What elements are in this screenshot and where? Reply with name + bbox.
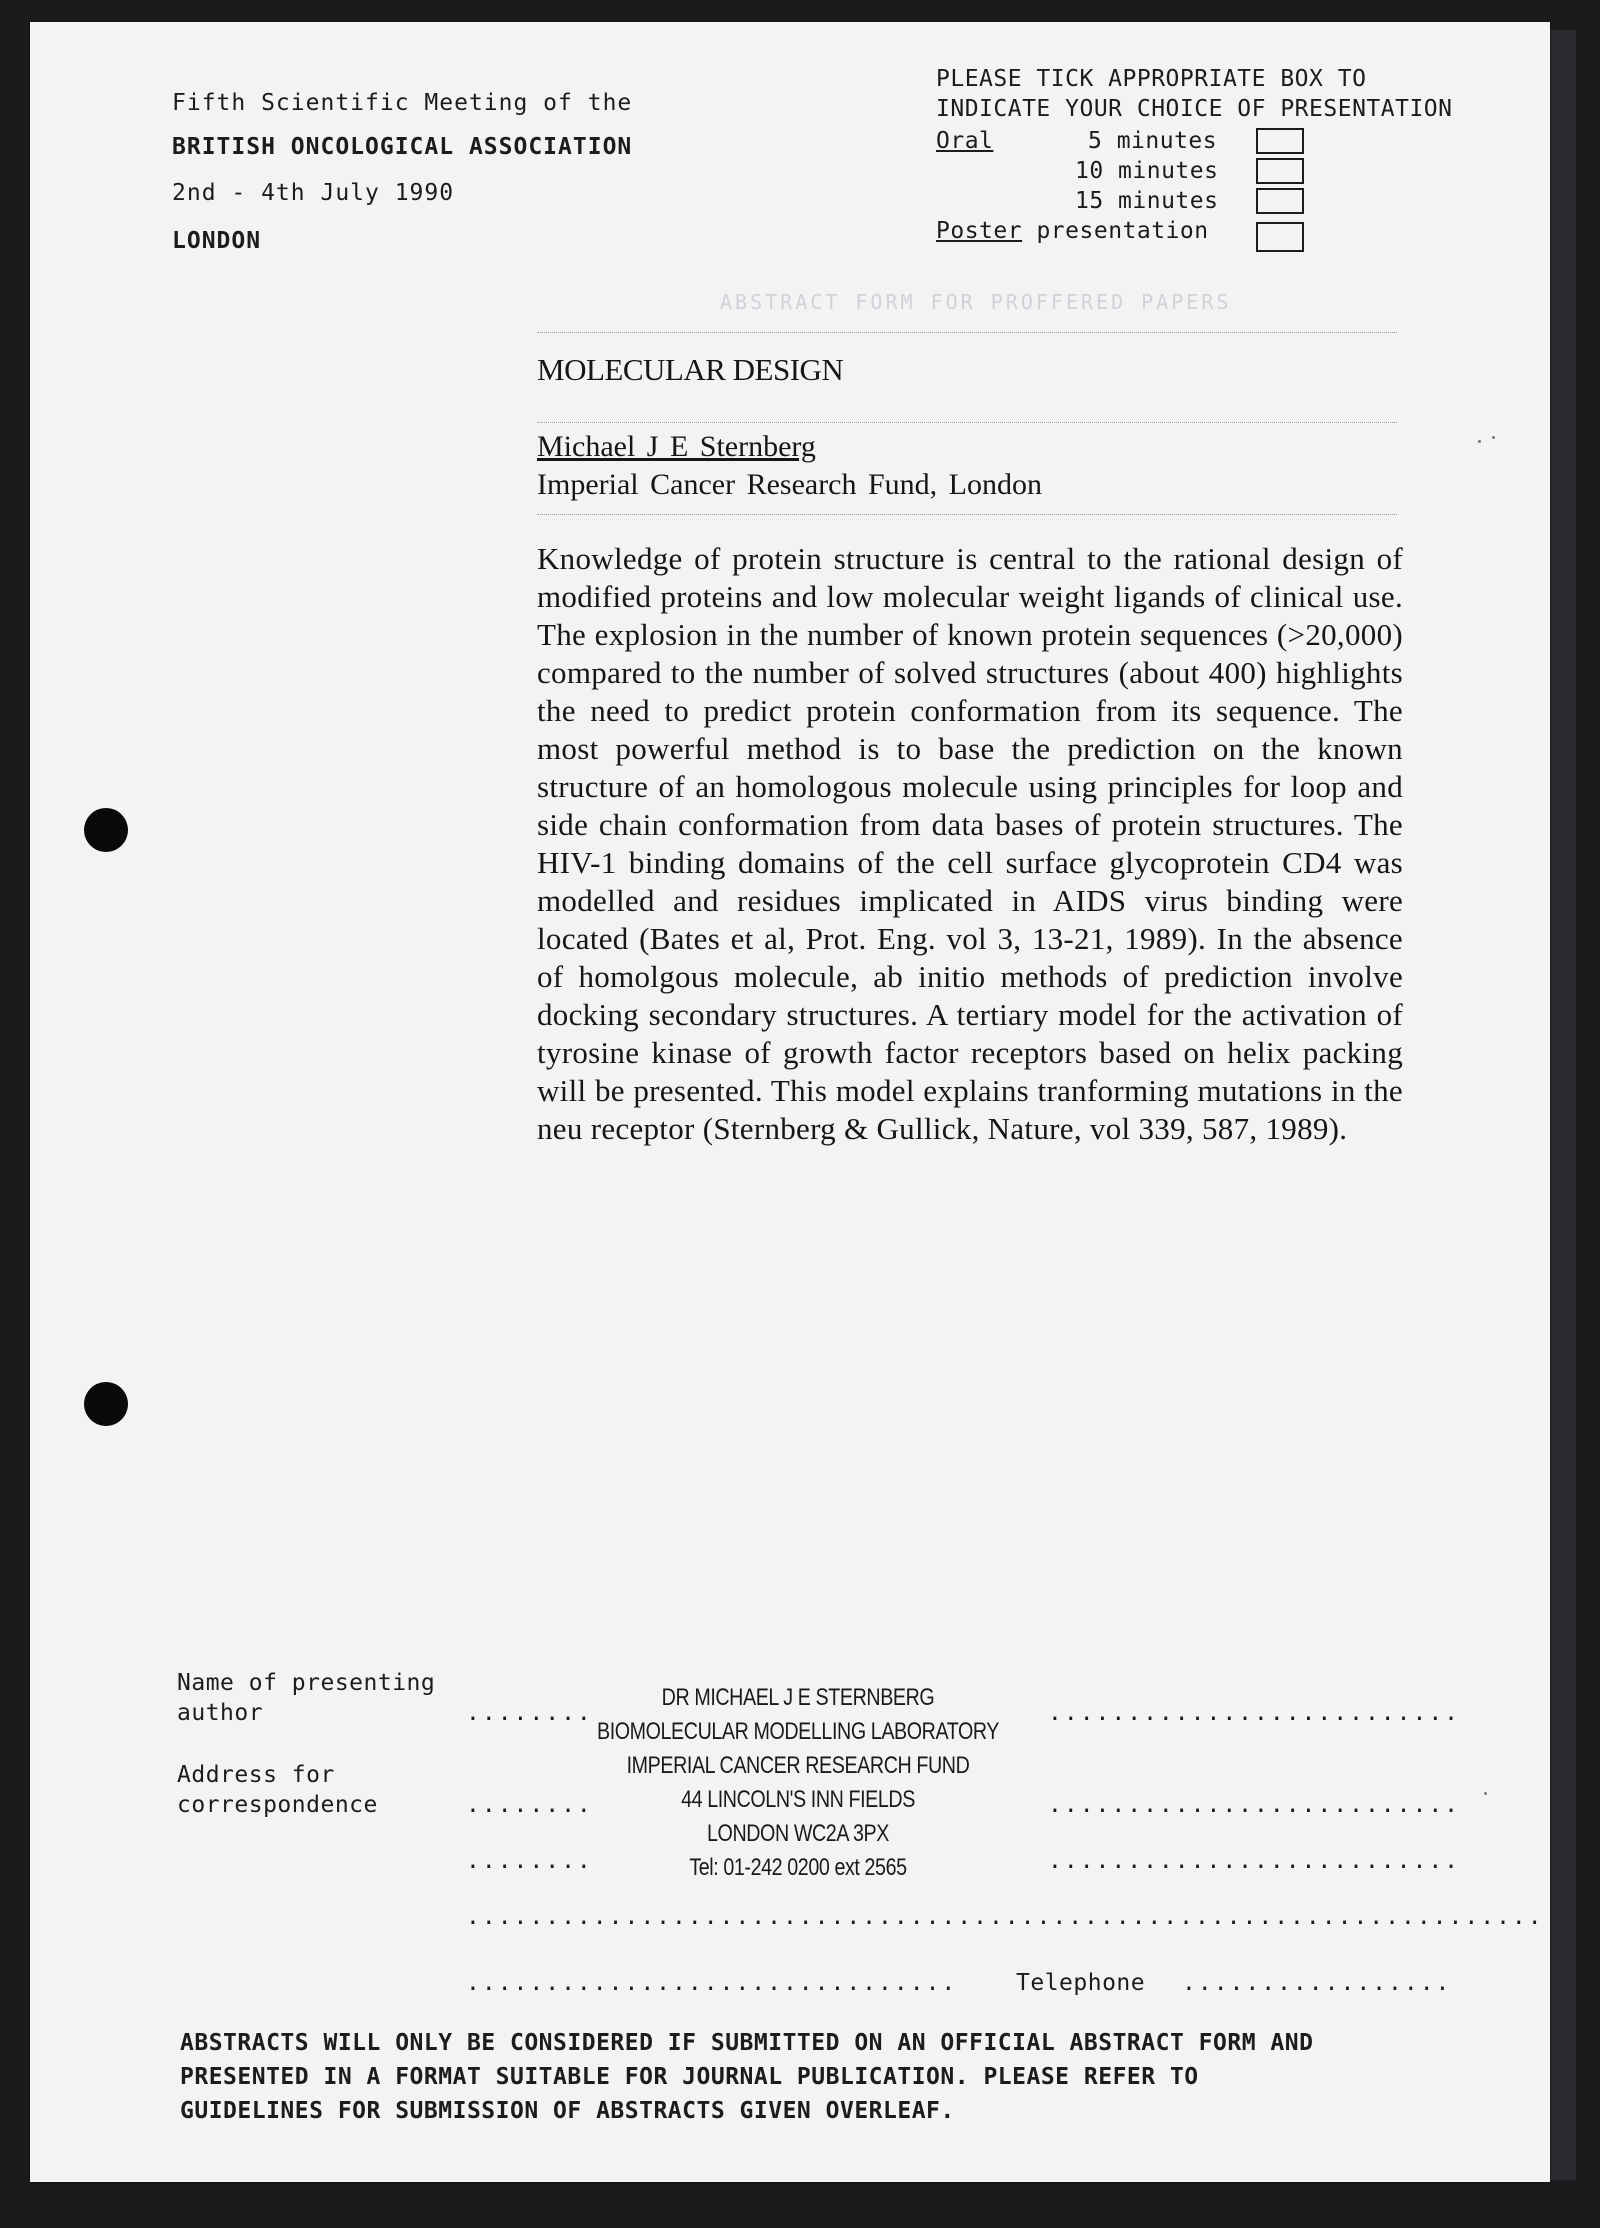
association-name: BRITISH ONCOLOGICAL ASSOCIATION xyxy=(172,134,633,160)
oral-5-min-checkbox[interactable] xyxy=(1256,128,1304,154)
speck xyxy=(1484,1792,1487,1795)
abstract-body: Knowledge of protein structure is central to the rational design of modified proteins and low molecular weight ligands of clinical use. The explosion in the number of known protein sequences (>20,000) compared to the number of solved structures (about 400) highlights the need to predict protein conformation from its sequence. The most powerful method is to base the prediction on the known structure of an homologous molecule using principles for loop and side chain conformation from data bases of protein structures. The HIV-1 binding domains of the cell surface glycoprotein CD4 was modelled and residues implicated in AIDS virus binding were located (Bates et al, Prot. Eng. vol 3, 13-21, 1989). In the absence of homolgous molecule, ab initio methods of prediction involve docking secondary structures. A tertiary model for the activation of tyrosine kinase of growth factor receptors based on helix packing will be presented. This model explains tranforming mutations in the neu receptor (Sternberg & Gullick, Nature, vol 339, 587, 1989). xyxy=(537,541,1403,1146)
address-dots-right-2: .......................... xyxy=(1048,1848,1461,1874)
poster-suffix: presentation xyxy=(1036,218,1209,244)
name-label-2: author xyxy=(177,1700,264,1726)
option-15-minutes-label: 15 minutes xyxy=(1075,188,1219,214)
abstract-title: MOLECULAR DESIGN xyxy=(537,352,844,387)
address-label-2: correspondence xyxy=(177,1792,378,1818)
stamp-line-1: DR MICHAEL J E STERNBERG xyxy=(661,1684,935,1711)
telephone-dots-left: ............................... xyxy=(466,1970,958,1996)
stamp-line-5: LONDON WC2A 3PX xyxy=(707,1820,889,1847)
faint-form-heading: ABSTRACT FORM FOR PROFFERED PAPERS xyxy=(720,290,1232,314)
address-label-1: Address for xyxy=(177,1762,335,1788)
abstract-form-page xyxy=(30,22,1550,2182)
poster-label: Poster xyxy=(936,218,1023,244)
footer-line-2: PRESENTED IN A FORMAT SUITABLE FOR JOURNAL PUBLICATION. PLEASE REFER TO xyxy=(180,2064,1199,2090)
stamp-line-4: 44 LINCOLN'S INN FIELDS xyxy=(681,1786,915,1813)
presentation-instruction-1: PLEASE TICK APPROPRIATE BOX TO xyxy=(936,66,1367,92)
meeting-title: Fifth Scientific Meeting of the xyxy=(172,90,633,116)
stamp-line-3: IMPERIAL CANCER RESEARCH FUND xyxy=(626,1752,970,1779)
stamp-line-2: BIOMOLECULAR MODELLING LABORATORY xyxy=(596,1718,1000,1745)
footer-line-1: ABSTRACTS WILL ONLY BE CONSIDERED IF SUBMITTED ON AN OFFICIAL ABSTRACT FORM AND xyxy=(180,2030,1314,2056)
oral-15-min-checkbox[interactable] xyxy=(1256,188,1304,214)
address-dots-left-2: ........ xyxy=(466,1848,593,1874)
speck xyxy=(1492,436,1495,439)
meeting-location: LONDON xyxy=(172,228,262,254)
footer-notice xyxy=(180,2026,1430,2128)
oral-label: Oral xyxy=(936,128,994,154)
telephone-label: Telephone xyxy=(1016,1970,1146,1996)
stamp-line-6: Tel: 01-242 0200 ext 2565 xyxy=(689,1854,907,1881)
name-dots-right: .......................... xyxy=(1048,1700,1461,1726)
presentation-instruction-2: INDICATE YOUR CHOICE OF PRESENTATION xyxy=(936,96,1453,122)
name-dots-left: ........ xyxy=(466,1700,593,1726)
abstract-affiliation: Imperial Cancer Research Fund, London xyxy=(537,468,1043,501)
poster-label-group xyxy=(936,218,1209,244)
abstract-author: Michael J E Sternberg xyxy=(537,430,816,463)
address-dots-right-1: .......................... xyxy=(1048,1792,1461,1818)
meeting-dates: 2nd - 4th July 1990 xyxy=(172,180,455,206)
page-edge-shadow xyxy=(1550,30,1576,2180)
footer-line-3: GUIDELINES FOR SUBMISSION OF ABSTRACTS GIVEN OVERLEAF. xyxy=(180,2098,955,2124)
title-top-rule xyxy=(537,332,1397,333)
title-bottom-rule xyxy=(537,422,1397,423)
speck xyxy=(1478,440,1481,443)
option-5-minutes-label: 5 minutes xyxy=(1088,128,1218,154)
option-10-minutes-label: 10 minutes xyxy=(1075,158,1219,184)
address-dots-left-1: ........ xyxy=(466,1792,593,1818)
author-bottom-rule xyxy=(537,514,1397,515)
poster-checkbox[interactable] xyxy=(1256,222,1304,252)
punch-hole-bottom xyxy=(84,1382,128,1426)
oral-10-min-checkbox[interactable] xyxy=(1256,158,1304,184)
address-dots-full: .................................................................... xyxy=(466,1904,1544,1930)
punch-hole-top xyxy=(84,808,128,852)
name-label-1: Name of presenting xyxy=(177,1670,436,1696)
telephone-dots-right: ................. xyxy=(1182,1970,1452,1996)
